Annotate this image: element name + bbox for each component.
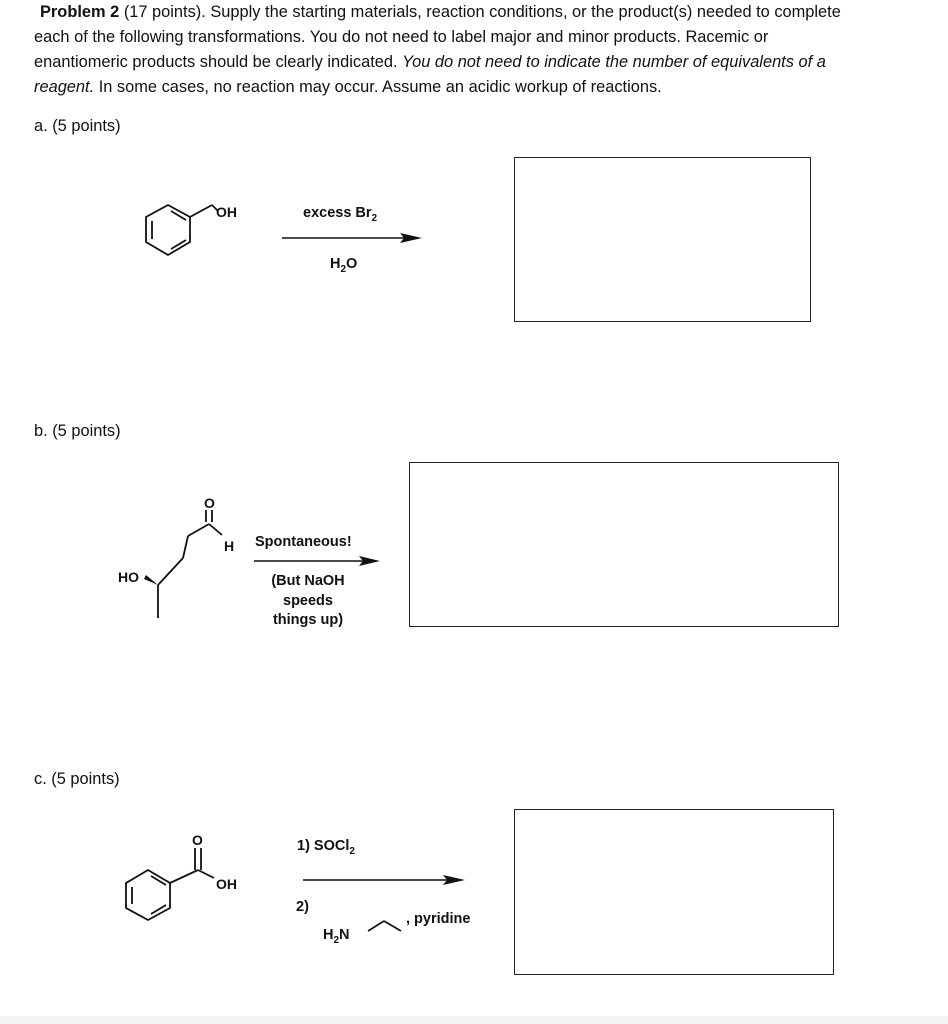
part-c-label: c. (5 points) — [34, 770, 120, 788]
part-a-reagent-above: excess $Br_2$ — [303, 205, 378, 224]
page-bottom-edge — [0, 1016, 948, 1024]
part-b-label: b. (5 points) — [34, 422, 121, 440]
pyridine-label: , pyridine — [406, 911, 471, 927]
phenol-structure — [140, 195, 260, 275]
part-a-answer-box[interactable] — [514, 157, 811, 322]
hydroxyl-label: HO — [118, 569, 139, 585]
instructions-line-3: enantiomeric products should be clearly indicated. You do not need to indicate the number of equivalents of a — [34, 53, 826, 71]
part-a-label: a. (5 points) — [34, 117, 121, 135]
ethylamine-label: $H_2N$ — [323, 927, 350, 946]
benzoic-acid-structure — [118, 830, 258, 925]
part-a-reaction-arrow — [282, 232, 427, 246]
part-c-step-1: 1) SOCl$_2$ — [297, 838, 355, 857]
part-c-step-2: 2) — [296, 899, 309, 915]
instructions-line-1: Problem 2 (17 points). Supply the starting materials, reaction conditions, or the product(s) needed to complete — [40, 3, 841, 21]
part-c-answer-box[interactable] — [514, 809, 834, 975]
part-b-condition-above: Spontaneous! — [255, 534, 352, 550]
problem-title: Problem 2 — [40, 3, 120, 21]
part-c-reaction-arrow — [303, 874, 473, 888]
part-b-reaction-arrow — [254, 555, 384, 569]
part-a-reagent-below: $H_2O$ — [330, 256, 358, 275]
hydroxyl-label: OH — [216, 876, 237, 892]
instructions-line-4: reagent. In some cases, no reaction may occur. Assume an acidic workup of reactions. — [34, 78, 662, 96]
hydroxy-aldehyde-structure — [110, 495, 250, 625]
part-b-condition-below: (But NaOH speeds things up) — [271, 573, 345, 628]
carbonyl-oxygen-label: O — [204, 495, 215, 511]
hydroxyl-label: OH — [216, 204, 237, 220]
carbonyl-oxygen-label: O — [192, 832, 203, 848]
part-b-answer-box[interactable] — [409, 462, 839, 627]
problem-instructions — [34, 0, 934, 100]
aldehyde-h-label: H — [224, 538, 235, 554]
instructions-line-2: each of the following transformations. You do not need to label major and minor products. Racemic or — [34, 28, 769, 46]
